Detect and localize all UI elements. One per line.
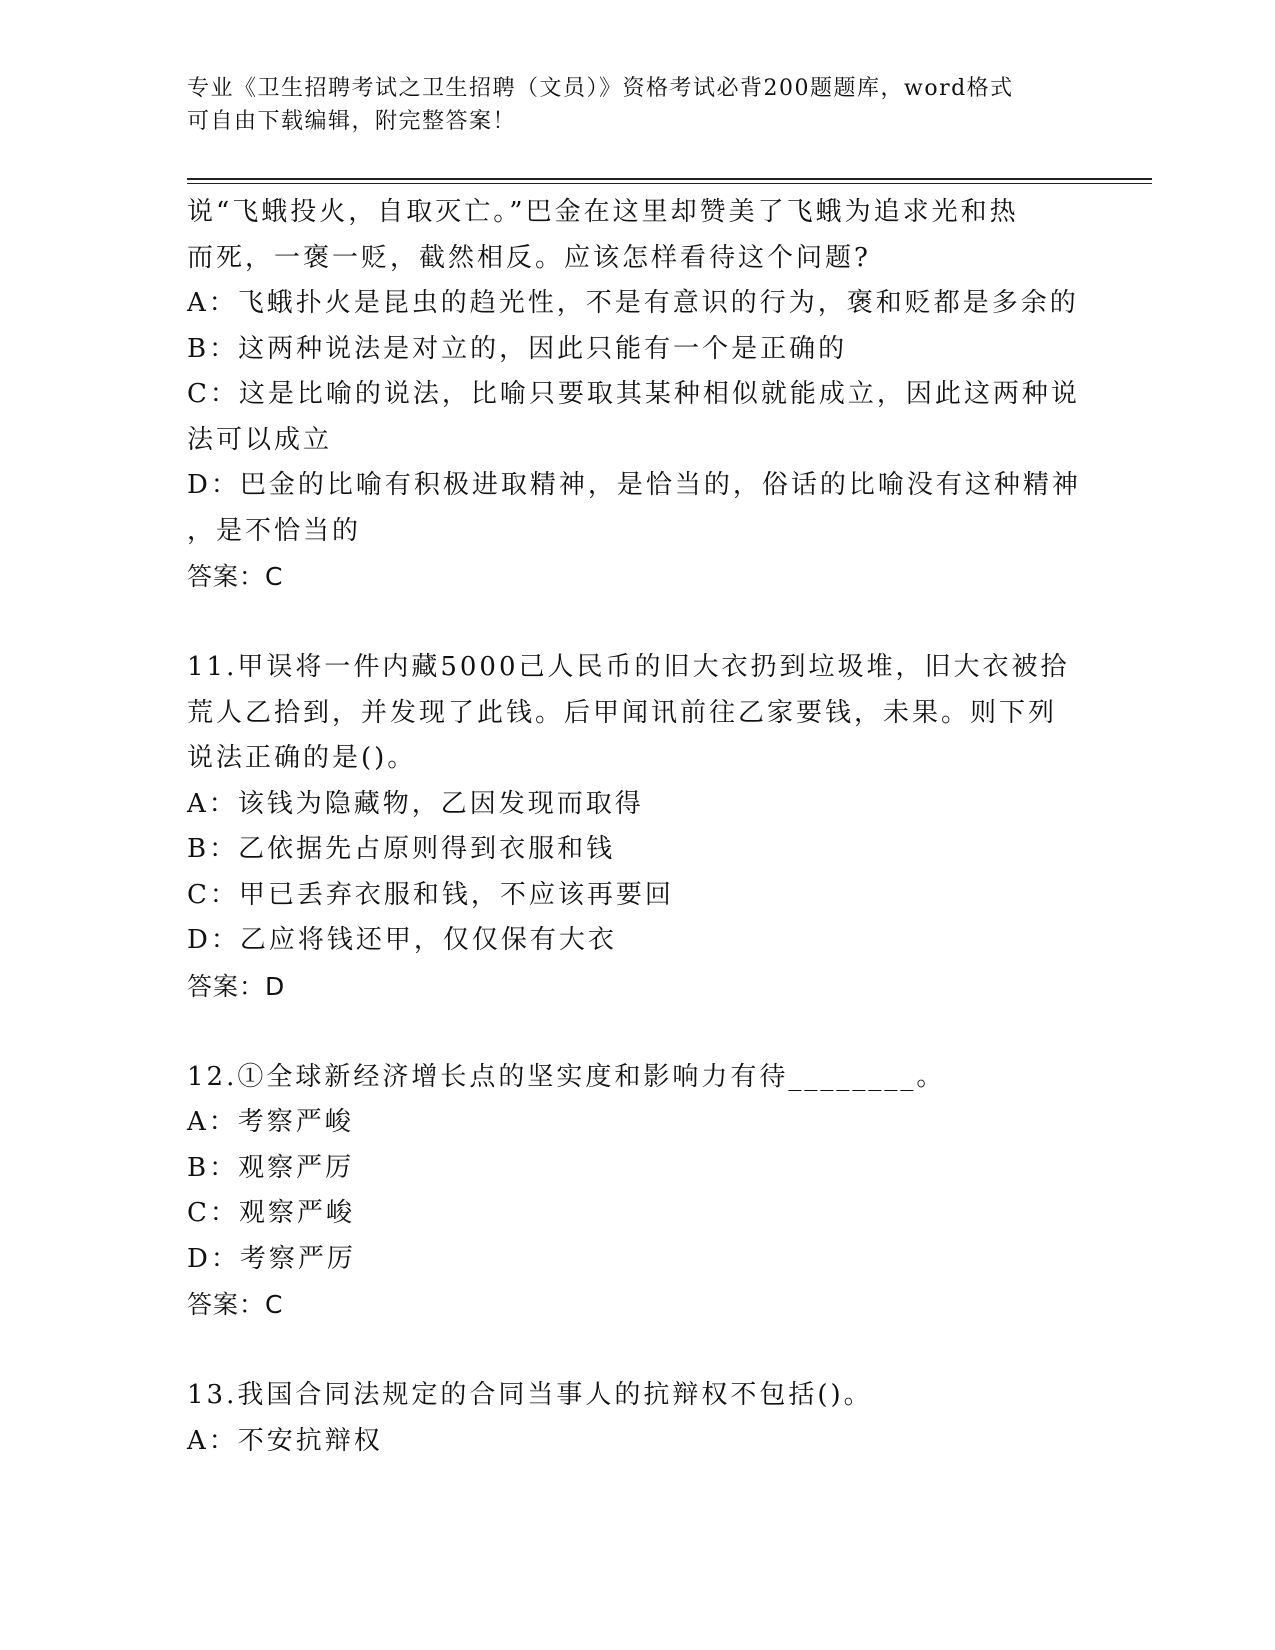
answer: 答案：D (187, 971, 286, 1001)
question-stem: 说“飞蛾投火，自取灭亡。”巴金在这里却赞美了飞蛾为追求光和热 (187, 197, 1019, 227)
question-stem: 说法正确的是()。 (187, 743, 417, 773)
question-11 (187, 645, 1087, 1009)
spacer (187, 1009, 1087, 1055)
header-divider (187, 178, 1152, 184)
option-a: A：考察严峻 (187, 1107, 354, 1137)
option-b: B：乙依据先占原则得到衣服和钱 (187, 834, 616, 864)
question-stem: 而死，一褒一贬，截然相反。应该怎样看待这个问题? (187, 242, 871, 273)
option-c: C：甲已丢弃衣服和钱，不应该再要回 (187, 879, 674, 910)
question-stem: 13.我国合同法规定的合同当事人的抗辩权不包括()。 (187, 1380, 873, 1410)
question-13 (187, 1373, 1087, 1464)
page-header (187, 72, 1087, 138)
question-10 (187, 190, 1087, 600)
option-c: C：这是比喻的说法，比喻只要取其某种相似就能成立，因此这两种说 (187, 379, 1080, 409)
question-stem: 12.①全球新经济增长点的坚实度和影响力有待________。 (187, 1061, 946, 1092)
question-stem: 荒人乙拾到，并发现了此钱。后甲闻讯前往乙家要钱，未果。则下列 (187, 697, 1058, 728)
option-b: B：观察严厉 (187, 1152, 355, 1183)
option-a: A：不安抗辩权 (187, 1425, 383, 1456)
option-c-continued: 法可以成立 (187, 424, 333, 455)
option-c: C：观察严峻 (187, 1198, 355, 1228)
header-title-line2: 可自由下载编辑，附完整答案！ (187, 109, 517, 134)
option-a: A：该钱为隐藏物，乙因发现而取得 (187, 788, 644, 819)
option-b: B：这两种说法是对立的，因此只能有一个是正确的 (187, 333, 848, 364)
question-list (187, 190, 1087, 1464)
option-d: D：考察严厉 (187, 1243, 356, 1274)
question-12 (187, 1055, 1087, 1328)
header-title-line1: 专业《卫生招聘考试之卫生招聘（文员）》资格考试必背200题题库，word格式 (187, 76, 1014, 101)
answer: 答案：C (187, 1290, 284, 1319)
spacer (187, 1328, 1087, 1374)
option-d: D：乙应将钱还甲，仅仅保有大衣 (187, 925, 617, 955)
answer: 答案：C (187, 562, 284, 591)
question-stem: 11.甲误将一件内藏5000己人民币的旧大衣扔到垃圾堆，旧大衣被拾 (187, 652, 1070, 682)
option-a: A：飞蛾扑火是昆虫的趋光性，不是有意识的行为，褒和贬都是多余的 (187, 288, 1079, 318)
option-d: D：巴金的比喻有积极进取精神，是恰当的，俗话的比喻没有这种精神 (187, 470, 1081, 500)
option-d-continued: ，是不恰当的 (187, 515, 362, 546)
spacer (187, 600, 1087, 646)
